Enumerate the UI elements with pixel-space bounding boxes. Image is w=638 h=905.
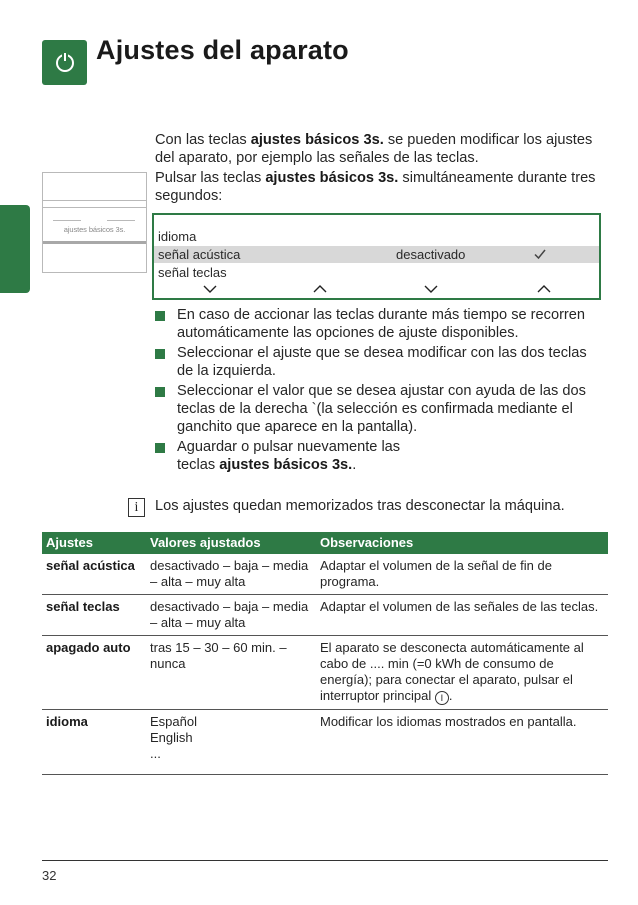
table-row	[42, 554, 608, 595]
instruction-list	[155, 306, 605, 476]
page-number: 32	[42, 868, 57, 883]
display-row-label: señal acústica	[158, 247, 241, 262]
intro-p1-post: se pueden modificar los ajustes del aparato, por ejemplo las señales de las teclas.	[155, 132, 593, 166]
values-cell: tras 15 – 30 – 60 min. – nunca	[146, 636, 316, 710]
panel-bar	[43, 241, 146, 244]
list-item-text: En caso de accionar las teclas durante más tiempo se recorren automáticamente las opciones de ajuste disponibles.	[177, 307, 586, 341]
info-note-text: Los ajustes quedan memorizados tras desconectar la	[155, 498, 505, 514]
page-title: Ajustes del aparato	[96, 35, 349, 65]
chapter-tab	[0, 205, 30, 293]
checkmark-icon	[533, 247, 547, 261]
panel-label: ajustes básicos 3s.	[63, 225, 126, 234]
setting-cell: señal acústica	[42, 554, 146, 595]
chevron-up-icon	[313, 284, 327, 294]
intro-p2-post: simultáneamente durante tres segundos:	[155, 170, 596, 204]
display-screen	[152, 213, 601, 300]
notes-cell: Modificar los idiomas mostrados en pantalla.	[316, 710, 608, 775]
intro-p2-pre: Pulsar las teclas	[155, 170, 266, 186]
notes-cell	[316, 636, 608, 710]
chevron-down-icon	[424, 284, 438, 294]
intro-paragraph-1	[155, 131, 610, 167]
display-row-senal-teclas: señal teclas	[158, 265, 227, 280]
table-row	[42, 595, 608, 636]
info-note	[155, 497, 565, 515]
power-icon: I	[435, 691, 449, 705]
power-button-icon	[42, 40, 87, 85]
display-row-idioma: idioma	[158, 229, 197, 244]
bullet-square-icon	[155, 349, 165, 359]
list-item	[155, 344, 605, 380]
setting-cell: apagado auto	[42, 636, 146, 710]
list-item-text: Seleccionar el ajuste que se desea modificar con las dos teclas de la izquierda.	[177, 345, 587, 379]
list-item	[155, 306, 605, 342]
display-row-selected	[154, 246, 599, 263]
notes-text-end: .	[448, 688, 453, 703]
values-cell: desactivado – baja – media – alta – muy alta	[146, 554, 316, 595]
chevron-up-icon	[537, 284, 551, 294]
column-header: Valores ajustados	[146, 532, 316, 554]
bullet-square-icon	[155, 311, 165, 321]
intro-p2-bold: ajustes básicos 3s.	[265, 170, 399, 186]
list-item-text-pre: teclas	[177, 457, 220, 473]
language-option: ...	[150, 746, 161, 761]
table-row	[42, 710, 608, 775]
list-item-text: Seleccionar el valor que se desea ajustar con ayuda de las dos teclas de la derecha `(la selección es confirmada mediante el ganchito que aparece en la pantalla).	[177, 383, 586, 435]
list-item	[155, 438, 605, 474]
list-item-text-bold: ajustes básicos 3s.	[219, 457, 353, 473]
list-item	[155, 382, 605, 436]
control-panel-illustration	[42, 172, 147, 273]
settings-table	[42, 532, 608, 775]
chevron-down-icon	[203, 284, 217, 294]
column-header: Ajustes	[42, 532, 146, 554]
table-row	[42, 636, 608, 710]
setting-cell: idioma	[42, 710, 146, 775]
notes-cell: Adaptar el volumen de las señales de las teclas.	[316, 595, 608, 636]
intro-paragraph-2	[155, 169, 610, 205]
display-row-value: desactivado	[396, 247, 466, 262]
values-cell	[146, 710, 316, 775]
power-symbol	[53, 50, 77, 74]
intro-text	[155, 131, 610, 207]
intro-p1-bold: ajustes básicos 3s.	[250, 132, 384, 148]
language-option: Español	[150, 714, 197, 729]
table-header-row	[42, 532, 608, 554]
footer-divider	[42, 860, 608, 861]
list-item-text-post: .	[352, 457, 357, 473]
notes-cell: Adaptar el volumen de la señal de fin de programa.	[316, 554, 608, 595]
setting-cell: señal teclas	[42, 595, 146, 636]
info-note-text-end: máquina.	[504, 498, 565, 514]
list-item-text: Aguardar o pulsar nuevamente las	[177, 439, 401, 455]
values-cell: desactivado – baja – media – alta – muy alta	[146, 595, 316, 636]
info-icon: i	[128, 498, 145, 517]
column-header: Observaciones	[316, 532, 608, 554]
language-option: English	[150, 730, 193, 745]
bullet-square-icon	[155, 443, 165, 453]
intro-p1-pre: Con las teclas	[155, 132, 251, 148]
bullet-square-icon	[155, 387, 165, 397]
notes-text: El aparato se desconecta automáticamente al cabo de .... min (=0 kWh de consumo de energía); para conectar el aparato, pulsar el interruptor principal	[320, 640, 584, 703]
